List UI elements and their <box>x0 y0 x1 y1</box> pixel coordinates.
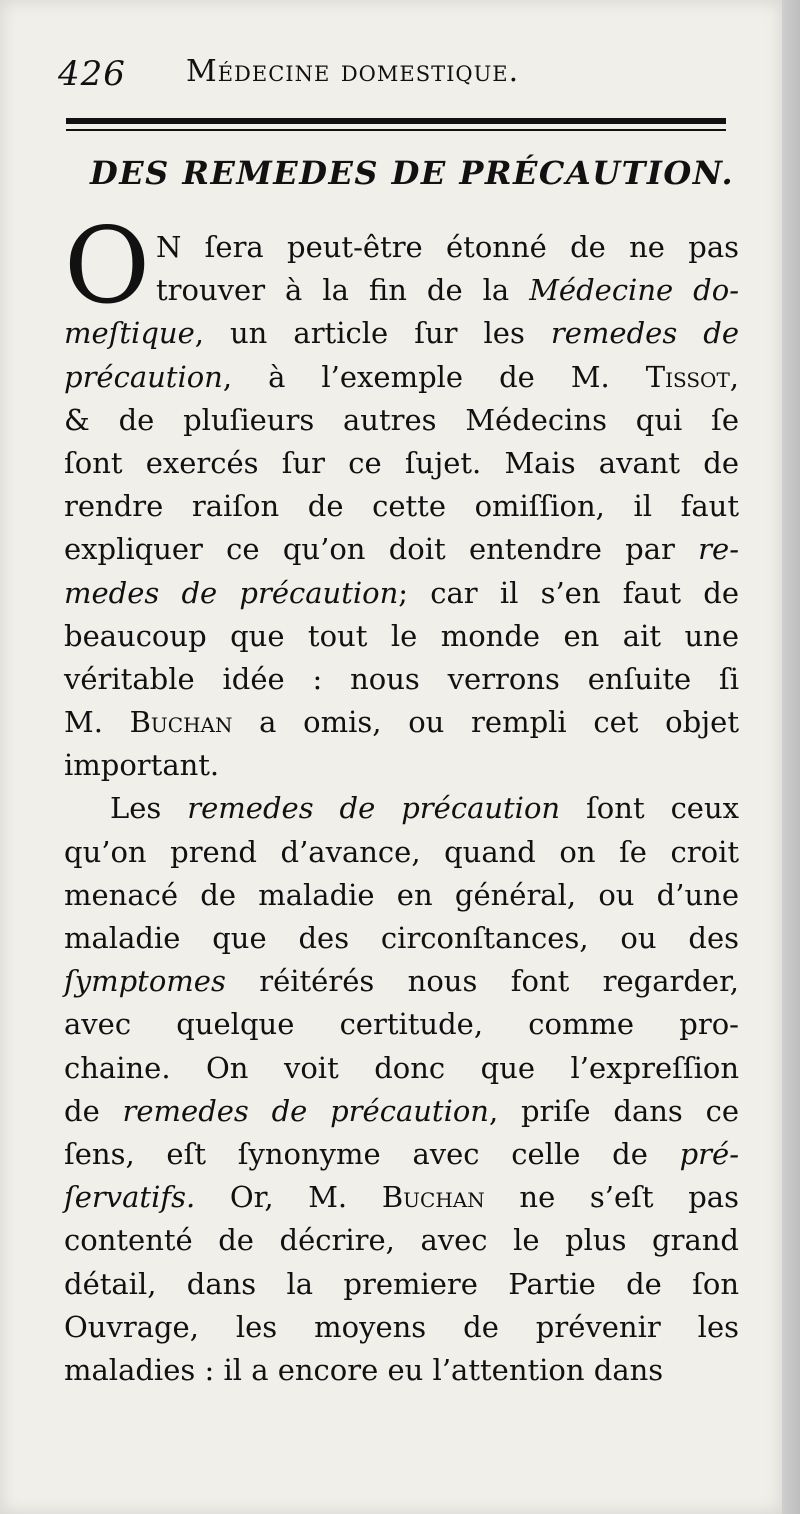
text-segment: ſymptomes <box>64 964 226 999</box>
text-segment: remedes de précaution <box>122 1093 489 1128</box>
text-line <box>64 1133 739 1176</box>
text-segment: contenté de décrire, avec le plus grand <box>64 1223 739 1258</box>
text-segment: M. <box>64 705 130 740</box>
text-segment: N ſera peut-être étonné de ne pas <box>156 230 739 264</box>
text-line <box>64 528 739 571</box>
page-header <box>58 50 728 100</box>
text-segment: expliquer ce qu’on doit entendre par <box>64 532 699 567</box>
text-segment: de <box>64 1093 123 1128</box>
text-segment: meſtique <box>64 316 195 351</box>
text-segment: Buchan <box>129 705 233 740</box>
text-line <box>64 1306 739 1349</box>
paragraph-2 <box>64 787 739 1392</box>
text-segment: Les <box>110 791 188 826</box>
paragraph-1 <box>64 226 739 787</box>
text-segment: ſont ceux <box>560 791 739 826</box>
drop-cap: O <box>64 205 151 327</box>
text-line <box>64 874 739 917</box>
text-segment: ſens, eſt ſynonyme avec celle de <box>64 1136 680 1171</box>
text-line <box>64 1176 739 1219</box>
text-line <box>64 917 739 960</box>
section-title: DES REMEDES DE PRÉCAUTION. <box>90 154 735 192</box>
text-line <box>64 399 739 442</box>
text-line <box>64 1219 739 1262</box>
text-segment: remedes de précaution <box>187 791 561 826</box>
text-segment: précaution <box>64 359 223 394</box>
text-line <box>64 269 739 312</box>
text-segment: réitérés nous font regarder, <box>225 964 739 999</box>
page-number: 426 <box>58 54 126 94</box>
text-segment: , à l’exemple de M. <box>222 359 646 394</box>
text-segment: remedes de <box>550 316 739 351</box>
text-segment: beaucoup que tout le monde en ait une <box>64 618 739 653</box>
text-segment: avec quelque certitude, comme pro- <box>64 1007 739 1042</box>
text-segment: qu’on prend d’avance, quand on ſe croit <box>64 834 739 869</box>
text-segment: re- <box>698 532 739 567</box>
text-segment: , priſe dans ce <box>488 1093 739 1128</box>
text-line <box>64 658 739 701</box>
text-segment: rendre raiſon de cette omiſſion, il faut <box>64 489 739 524</box>
text-line <box>64 572 739 615</box>
text-segment: ſervatifs. <box>64 1180 196 1215</box>
text-line <box>64 1090 739 1133</box>
text-line <box>64 744 739 787</box>
header-rule-thin <box>66 129 726 131</box>
text-segment: & de pluſieurs autres Médecins qui ſe <box>64 402 739 437</box>
text-segment: ; car il s’en faut de <box>398 575 740 610</box>
text-line <box>64 701 739 744</box>
header-rule-thick <box>66 118 726 124</box>
text-segment: Tissot <box>645 359 730 394</box>
text-segment: medes de précaution <box>64 575 399 610</box>
text-line <box>64 356 739 399</box>
text-line <box>64 1047 739 1090</box>
text-line <box>64 960 739 1003</box>
text-segment: Or, M. <box>195 1180 382 1215</box>
text-line <box>64 1263 739 1306</box>
text-segment: pré- <box>679 1136 739 1171</box>
text-segment: important. <box>64 748 220 783</box>
text-segment: chaine. On voit donc que l’expreſſion <box>64 1050 739 1085</box>
body-text <box>64 226 739 1392</box>
text-segment: maladie que des circonſtances, ou des <box>64 921 739 955</box>
text-line <box>64 312 739 355</box>
text-segment: détail, dans la premiere Partie de ſon <box>64 1266 739 1301</box>
text-segment: menacé de maladie en général, ou d’une <box>64 877 739 912</box>
text-segment: , un article ſur les <box>194 316 551 351</box>
text-line <box>64 442 739 485</box>
text-segment: Buchan <box>381 1180 485 1215</box>
text-segment: ne s’eſt pas <box>484 1180 739 1215</box>
text-segment: trouver à la fin de la <box>156 273 530 308</box>
text-segment: ſont exercés ſur ce ſujet. Mais avant de <box>64 445 739 480</box>
text-segment: Médecine do- <box>529 273 739 308</box>
text-line <box>64 1349 739 1392</box>
text-line <box>64 831 739 874</box>
text-segment: , <box>729 359 739 394</box>
page-edge <box>782 0 800 1514</box>
text-segment: Ouvrage, les moyens de prévenir les <box>64 1309 739 1344</box>
text-line <box>64 787 739 830</box>
running-title: Médecine domestique. <box>186 54 520 89</box>
text-segment: maladies : il a encore eu l’attention dans <box>64 1352 664 1387</box>
text-line <box>64 1003 739 1046</box>
text-line <box>64 226 739 269</box>
text-line <box>64 615 739 658</box>
text-line <box>64 485 739 528</box>
text-segment: a omis, ou rempli cet objet <box>232 705 739 740</box>
text-segment: véritable idée : nous verrons enſuite ſi <box>64 661 739 696</box>
